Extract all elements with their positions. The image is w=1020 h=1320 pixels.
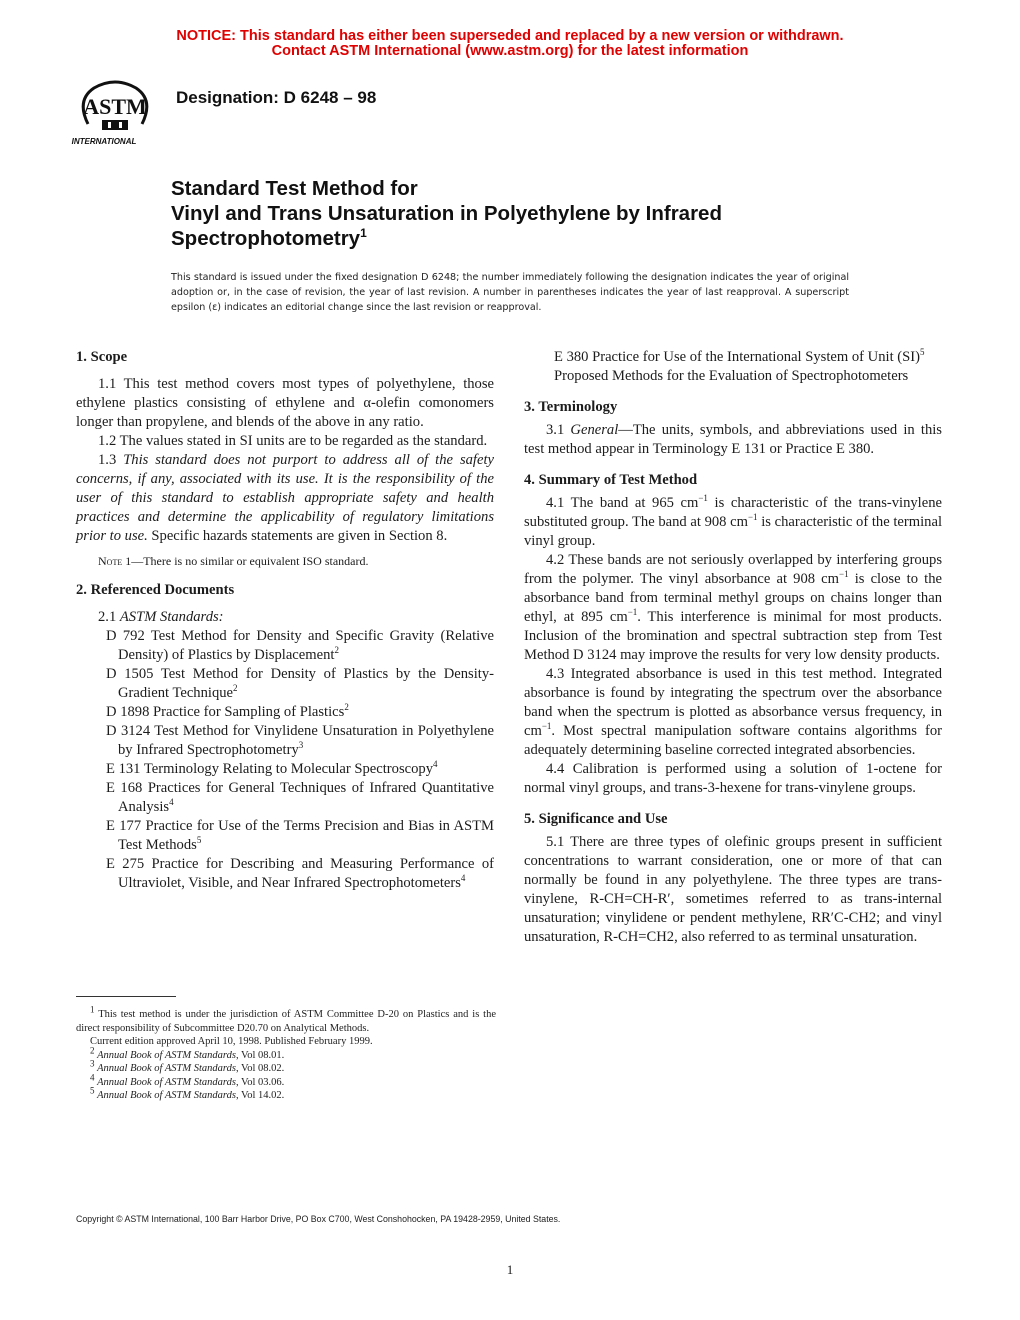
significance-5-1: 5.1 There are three types of olefinic groups present in sufficient concentrations to warrant consideration, one or more of that can normally be found in any polyethylene. The three types are trans-vinylene, R-CH=CH-R′, sometimes referred to as trans-internal unsaturation; vinylidene or pendent methylene, RR′C-CH2; and vinyl unsaturation, R-CH=CH2, also referred to as terminal unsaturation. bbox=[524, 834, 942, 945]
left-column bbox=[76, 348, 494, 893]
section-heading-terminology: 3. Terminology bbox=[524, 399, 618, 415]
document-title bbox=[171, 176, 891, 251]
ref-item: D 792 Test Method for Density and Specific Gravity (Relative Density) of Plastics by Displacement$^2$ bbox=[106, 628, 494, 663]
footnote-3: $^3$ Annual Book of ASTM Standards, Vol 08.02. bbox=[90, 1058, 285, 1074]
ref-item: E 275 Practice for Describing and Measuring Performance of Ultraviolet, Visible, and Near Infrared Spectrophotometers$^4$ bbox=[106, 856, 494, 891]
ref-item: E 380 Practice for Use of the International System of Unit (SI)$^5$ bbox=[554, 347, 925, 365]
right-column bbox=[524, 348, 942, 947]
copyright: Copyright © ASTM International, 100 Barr Harbor Drive, PO Box C700, West Conshohocken, PA 19428-2959, United States. bbox=[76, 1214, 561, 1224]
ref-item: Proposed Methods for the Evaluation of Spectrophotometers bbox=[554, 368, 909, 384]
title-line-2: Vinyl and Trans Unsaturation in Polyethylene by Infrared bbox=[171, 202, 722, 225]
note-1 bbox=[76, 554, 494, 569]
section-heading-scope: 1. Scope bbox=[76, 349, 128, 365]
astm-logo-subtext: INTERNATIONAL bbox=[71, 137, 137, 146]
title-footnote-marker: 1 bbox=[360, 226, 367, 241]
refdocs-2-1-label: ASTM Standards: bbox=[119, 609, 224, 625]
footnotes bbox=[76, 1004, 496, 1103]
summary-4-1: 4.1 The band at 965 $cm^{-1}$ is characteristic of the trans-vinylene substituted group. The band at 908 $cm^{-1}$ is characteristic of the terminal vinyl group. bbox=[524, 493, 942, 549]
note-1-label: Note 1 bbox=[98, 554, 132, 568]
footnote-2: $^2$ Annual Book of ASTM Standards, Vol 08.01. bbox=[90, 1045, 285, 1061]
scope-1-1: 1.1 This test method covers most types of polyethylene, those ethylene plastics consisting of ethylene and α-olefin comonomers longer than propylene, and blends of the above in any ratio. bbox=[76, 376, 494, 430]
ref-item: E 177 Practice for Use of the Terms Precision and Bias in ASTM Test Methods$^5$ bbox=[106, 818, 494, 853]
astm-logo-text: ASTM bbox=[83, 94, 147, 119]
standard-intro: This standard is issued under the fixed designation D 6248; the number immediately following the designation indicates the year of original adoption or, in the case of revision, the year of last revision. A number in parentheses indicates the year of last reapproval. A superscript epsilon (ε) indicates an editorial change since the last revision or reapproval. bbox=[171, 272, 849, 313]
footnote-4: $^4$ Annual Book of ASTM Standards, Vol 03.06. bbox=[90, 1072, 285, 1088]
title-line-3: Spectrophotometry bbox=[171, 227, 361, 250]
ref-item: E 168 Practices for General Techniques of Infrared Quantitative Analysis$^4$ bbox=[106, 780, 494, 815]
summary-4-4: 4.4 Calibration is performed using a solution of 1-octene for normal vinyl groups, and trans-3-hexene for trans-vinylene groups. bbox=[524, 761, 942, 796]
section-heading-significance: 5. Significance and Use bbox=[524, 811, 668, 827]
astm-logo bbox=[68, 78, 162, 148]
footnote-1-edition: Current edition approved April 10, 1998. Published February 1999. bbox=[90, 1036, 373, 1047]
section-heading-summary: 4. Summary of Test Method bbox=[524, 472, 698, 488]
page-number: 1 bbox=[506, 1262, 514, 1277]
notice-line-1: NOTICE: This standard has either been superseded and replaced by a new version or withdrawn. bbox=[176, 28, 844, 44]
notice-line-2: Contact ASTM International (www.astm.org) for the latest information bbox=[271, 43, 749, 59]
note-1-text: —There is no similar or equivalent ISO standard. bbox=[131, 554, 369, 568]
summary-4-3: 4.3 Integrated absorbance is used in this test method. Integrated absorbance is found by integrating the spectrum over the absorbance band when the spectrum is plotted as absorbance versus frequency, in $cm^{-1}$. Most spectral manipulation software contains algorithms for adequately determining baseline corrected integrated absorbencies. bbox=[524, 666, 942, 758]
refdocs-2-1 bbox=[76, 608, 494, 627]
terminology-3-1: 3.1 General—The units, symbols, and abbreviations used in this test method appear in Terminology E 131 or Practice E 380. bbox=[524, 422, 942, 457]
scope-1-3 bbox=[76, 451, 494, 546]
footnote-5: $^5$ Annual Book of ASTM Standards, Vol 14.02. bbox=[90, 1085, 285, 1101]
title-line-1: Standard Test Method for bbox=[171, 177, 418, 200]
scope-1-2: 1.2 The values stated in SI units are to be regarded as the standard. bbox=[98, 433, 488, 449]
summary-4-2: 4.2 These bands are not seriously overlapped by interfering groups from the polymer. The vinyl absorbance at 908 $cm^{-1}$ is close to the absorbance band from terminal methyl groups on chains longer than ethyl, at 895 $cm^{-1}$. This interference is minimal for most products. Inclusion of the bromination and spectral subtraction step from Test Method D 3124 may improve the results for very low density products. bbox=[524, 552, 942, 663]
footnote-1: $^1$ This test method is under the jurisdiction of ASTM Committee D-20 on Plastics and is the direct responsibility of Subcommittee D20.70 on Analytical Methods. bbox=[76, 1004, 496, 1034]
ref-item: D 1898 Practice for Sampling of Plastics$^2$ bbox=[106, 702, 349, 720]
scope-1-3-num: 1.3 bbox=[98, 452, 124, 468]
ref-item: E 131 Terminology Relating to Molecular Spectroscopy$^4$ bbox=[106, 759, 438, 777]
ref-item: D 1505 Test Method for Density of Plastics by the Density-Gradient Technique$^2$ bbox=[106, 666, 494, 701]
ref-item: D 3124 Test Method for Vinylidene Unsaturation in Polyethylene by Infrared Spectrophotometry$^3$ bbox=[106, 723, 494, 758]
refdocs-2-1-num: 2.1 bbox=[98, 609, 120, 625]
scope-1-3-tail: Specific hazards statements are given in Section 8. bbox=[147, 528, 448, 544]
scope-1-3-caveat: This standard does not purport to address all of the safety concerns, if any, associated with its use. It is the responsibility of the user of this standard to establish appropriate safety and health practices and determine the applicability of regulatory limitations prior to use. bbox=[76, 452, 494, 544]
section-heading-referenced-documents: 2. Referenced Documents bbox=[76, 582, 235, 598]
designation: Designation: D 6248 – 98 bbox=[176, 88, 377, 107]
footnote-divider bbox=[76, 996, 176, 997]
